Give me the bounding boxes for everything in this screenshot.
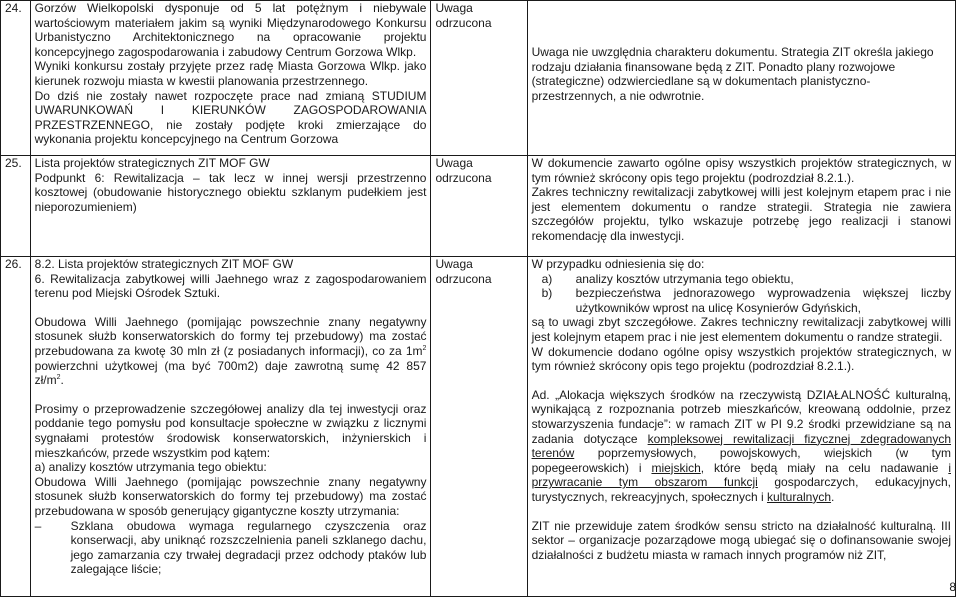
list-item-text: bezpieczeństwa jednorazowego wyprowadzenia większej liczby użytkowników wprost na ulicę Kosynierów Gdyńskich, [575,286,951,315]
row-number: 25. [1,156,31,257]
remark-paragraph: Do dziś nie zostały nawet rozpoczęte prace nad zmianą STUDIUM UWARUNKOWAŃ I KIERUNKÓW ZAGOSPODAROWANIA PRZESTRZENNEGO, nie zostały podjęte kroki zmierzające do wykonania projektu koncepcyjnego na Centrum Gorzowa [34,88,427,147]
response-paragraph: Ad. „Alokacja większych środków na rzeczywistą DZIAŁALNOŚĆ kulturalną, wynikającą z rozpoznania potrzeb mieszkańców, kreowaną oddolnie, przez stowarzyszenia fundacje”: w ramach ZIT w PI 9.2 środki przewidziane są na zadania dotyczące kompleksowej rewitalizacji fizycznej zdegradowanych terenów poprzemysłowych, powojskowych, wiejskich (w tym popegeerowskich) i miejskich, które będą miały na celu nadawanie i przywracanie tym obszarom funkcji gospodarczych, edukacyjnych, turystycznych, rekreacyjnych, społecznych i kulturalnych. [531,387,952,504]
response-cell [527,257,955,597]
list-item [532,272,951,287]
dash-marker: – [34,518,42,533]
row-number: 24. [1,1,31,156]
remark-paragraph: 8.2. Lista projektów strategicznych ZIT MOF GW [34,257,294,271]
table-row [1,257,956,597]
response-paragraph: ZIT nie przewiduje zatem środków sensu stricto na działalność kulturalną. III sektor – organizacje pozarządowe mogą ubiegać się o dofinansowanie swojej działalności z budżetu miasta w ramach innych programów niż ZIT, [531,518,951,562]
remark-paragraph: Lista projektów strategicznych ZIT MOF GW [34,156,270,170]
remark-paragraph: Prosimy o przeprowadzenie szczegółowej analizy dla tej inwestycji oraz poddanie tego pomysłu pod konsultacje społeczne w związku z licznymi sygnałami protestów środowisk konserwatorskich, inżynierskich i mieszkańców, przede wszystkim pod kątem: [34,401,427,460]
response-paragraph: są to uwagi zbyt szczegółowe. Zakres techniczny rewitalizacji zabytkowej willi jest kolejnym etapem prac i nie jest elementem dokumentu o randze strategii. [531,315,951,344]
remark-paragraph: 6. Rewitalizacja zabytkowej willi Jaehnego wraz z zagospodarowaniem terenu pod Miejski Ośrodek Sztuki. [34,271,427,301]
response-paragraph: W dokumencie dodano ogólne opisy wszystkich projektów strategicznych, w tym również skrócony opis tego projektu (podrozdział 8.2.1.). [531,344,951,374]
remark-cell [30,257,431,597]
table-row [1,1,956,156]
response-paragraph: W przypadku odniesienia się do: [531,257,705,271]
remark-paragraph: Wyniki konkursu zostały przyjęte przez radę Miasta Gorzowa Wlkp. jako kierunek rozwoju miasta w kwestii planowania przestrzennego. [34,59,427,88]
list-marker: a) [541,271,553,286]
status-text: Uwaga odrzucona [435,257,492,286]
status-cell [431,156,527,257]
remark-paragraph: Obudowa Willi Jaehnego (pomijając powszechnie znany negatywny stosunek służb konserwatorskich do formy tej przebudowy) ma zostać przebudowana za kwotę 30 mln zł (z posiadanych informacji), co za $1m^2$ powierzchni użytkowej (ma być 700m2) daje zawrotną sumę 42 857 $zł/m^2$. [34,314,427,388]
remark-paragraph: Podpunkt 6: Rewitalizacja – tak lecz w innej wersji przestrzenno kosztowej (obudowanie historycznego obiektu szklanym pudełkiem jest nieporozumieniem) [34,170,427,214]
response-cell [527,1,955,156]
status-text: Uwaga odrzucona [435,156,492,185]
status-cell [431,257,527,597]
response-paragraph: Zakres techniczny rewitalizacji zabytkowej willi jest kolejnym etapem prac i nie jest elementem dokumentu o randze strategii. Strategia nie zawiera szczegółów projektu, tylko wskazuje potrzebę jego realizacji i stanowi rekomendację dla inwestycji. [531,185,951,243]
response-cell [527,156,955,257]
remark-cell [30,1,431,156]
row-number: 26. [1,257,31,597]
table-row [1,156,956,257]
dash-list-item [35,519,427,577]
response-paragraph: W dokumencie zawarto ogólne opisy wszystkich projektów strategicznych, w tym również skrócony opis tego projektu (podrozdział 8.2.1.). [531,156,951,185]
list-item [532,286,951,315]
list-marker: b) [541,286,553,301]
status-text: Uwaga odrzucona [435,1,492,30]
status-cell [431,1,527,156]
response-paragraph: Uwaga nie uwzględnia charakteru dokumentu. Strategia ZIT określa jakiego rodzaju działania finansowane będą z ZIT. Ponadto plany rozwojowe (strategiczne) odzwierciedlane są w dokumentach planistyczno-przestrzennych, a nie odwrotnie. [531,45,934,103]
remark-paragraph: a) analizy kosztów utrzymania tego obiektu: [34,460,267,475]
remark-cell [30,156,431,257]
dash-item-text: Szklana obudowa wymaga regularnego czyszczenia oraz konserwacji, aby uniknąć rozszczelnienia paneli szklanego dachu, jego zamarzania czy trwałej degradacji przez odchody ptaków lub zalegające liście; [70,518,427,577]
page-number: 8 [949,580,956,594]
remark-paragraph: Gorzów Wielkopolski dysponuje od 5 lat potężnym i niebywale wartościowym materiałem jakim są wyniki Międzynarodowego Konkursu Urbanistyczno Architektonicznego na opracowanie projektu koncepcyjnego zagospodarowania i zabudowy Centrum Gorzowa Wlkp. [34,1,427,59]
remark-paragraph: Obudowa Willi Jaehnego (pomijając powszechnie znany negatywny stosunek służb konserwatorskich do formy tej przebudowy) ma zostać przebudowana w sposób generujący gigantyczne koszty utrzymania: [34,474,427,518]
list-item-text: analizy kosztów utrzymania tego obiektu, [575,271,794,286]
